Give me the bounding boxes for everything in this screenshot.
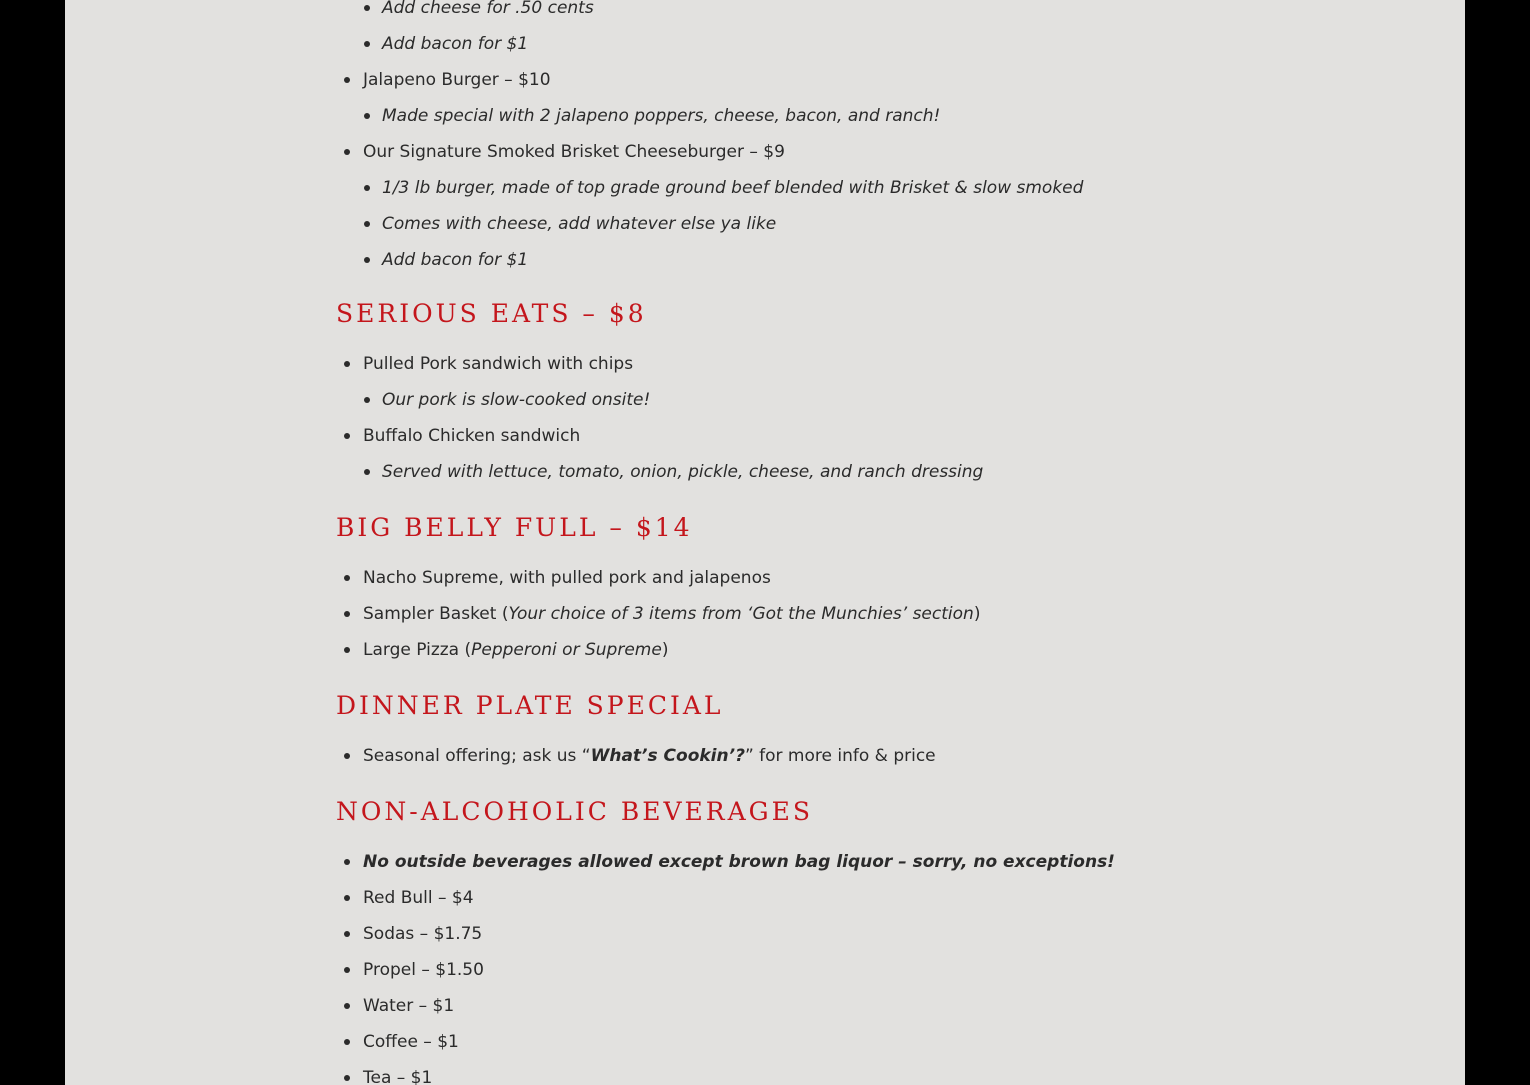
cheese-addon: Add cheese for .50 cents <box>336 0 1156 26</box>
menu-content <box>336 0 1156 1085</box>
buffalo-chicken-note: Served with lettuce, tomato, onion, pickle, cheese, and ranch dressing <box>336 454 1156 490</box>
sampler-choice: Your choice of 3 items from ‘Got the Munchies’ section <box>508 604 974 624</box>
outside-beverage-notice <box>336 844 1156 880</box>
beverages-heading: NON-ALCOHOLIC BEVERAGES <box>336 797 813 826</box>
pizza-suffix: ) <box>661 640 669 660</box>
water-item: Water – $1 <box>336 988 1156 1024</box>
big-belly-list <box>336 560 1156 668</box>
sampler-prefix: Sampler Basket ( <box>363 604 509 624</box>
seasonal-suffix: ” for more info & price <box>744 746 936 766</box>
jalapeno-burger: Jalapeno Burger – $10 <box>336 62 1156 98</box>
tea-item: Tea – $1 <box>336 1060 1156 1085</box>
propel-item: Propel – $1.50 <box>336 952 1156 988</box>
dinner-plate-heading: DINNER PLATE SPECIAL <box>336 691 724 720</box>
red-bull-item: Red Bull – $4 <box>336 880 1156 916</box>
jalapeno-burger-desc: Made special with 2 jalapeno poppers, cheese, bacon, and ranch! <box>336 98 1156 134</box>
brisket-cheeseburger: Our Signature Smoked Brisket Cheeseburger – $9 <box>336 134 1156 170</box>
seasonal-prefix: Seasonal offering; ask us “ <box>363 746 591 766</box>
brisket-desc-2: Comes with cheese, add whatever else ya like <box>336 206 1156 242</box>
notice-text: No outside beverages allowed except brown bag liquor – sorry, no exceptions! <box>363 852 1115 872</box>
large-pizza-item <box>336 632 1156 668</box>
sampler-suffix: ) <box>973 604 981 624</box>
seasonal-offering-item <box>336 738 1156 774</box>
brisket-bacon-addon: Add bacon for $1 <box>336 242 1156 278</box>
sodas-item: Sodas – $1.75 <box>336 916 1156 952</box>
pizza-choice: Pepperoni or Supreme <box>471 640 662 660</box>
brisket-desc-1: 1/3 lb burger, made of top grade ground beef blended with Brisket & slow smoked <box>336 170 1156 206</box>
pulled-pork-note: Our pork is slow-cooked onsite! <box>336 382 1156 418</box>
serious-eats-list <box>336 346 1156 490</box>
bacon-addon: Add bacon for $1 <box>336 26 1156 62</box>
serious-eats-heading: SERIOUS EATS – $8 <box>336 299 647 328</box>
dinner-plate-list <box>336 738 1156 774</box>
pizza-prefix: Large Pizza ( <box>363 640 472 660</box>
beverages-list <box>336 844 1156 1085</box>
sampler-basket-item <box>336 596 1156 632</box>
coffee-item: Coffee – $1 <box>336 1024 1156 1060</box>
pulled-pork-item: Pulled Pork sandwich with chips <box>336 346 1156 382</box>
burger-list <box>336 0 1156 278</box>
page-background <box>65 0 1465 1085</box>
big-belly-heading: BIG BELLY FULL – $14 <box>336 513 693 542</box>
whats-cookin: What’s Cookin’? <box>590 746 745 766</box>
nacho-supreme-item: Nacho Supreme, with pulled pork and jalapenos <box>336 560 1156 596</box>
buffalo-chicken-item: Buffalo Chicken sandwich <box>336 418 1156 454</box>
